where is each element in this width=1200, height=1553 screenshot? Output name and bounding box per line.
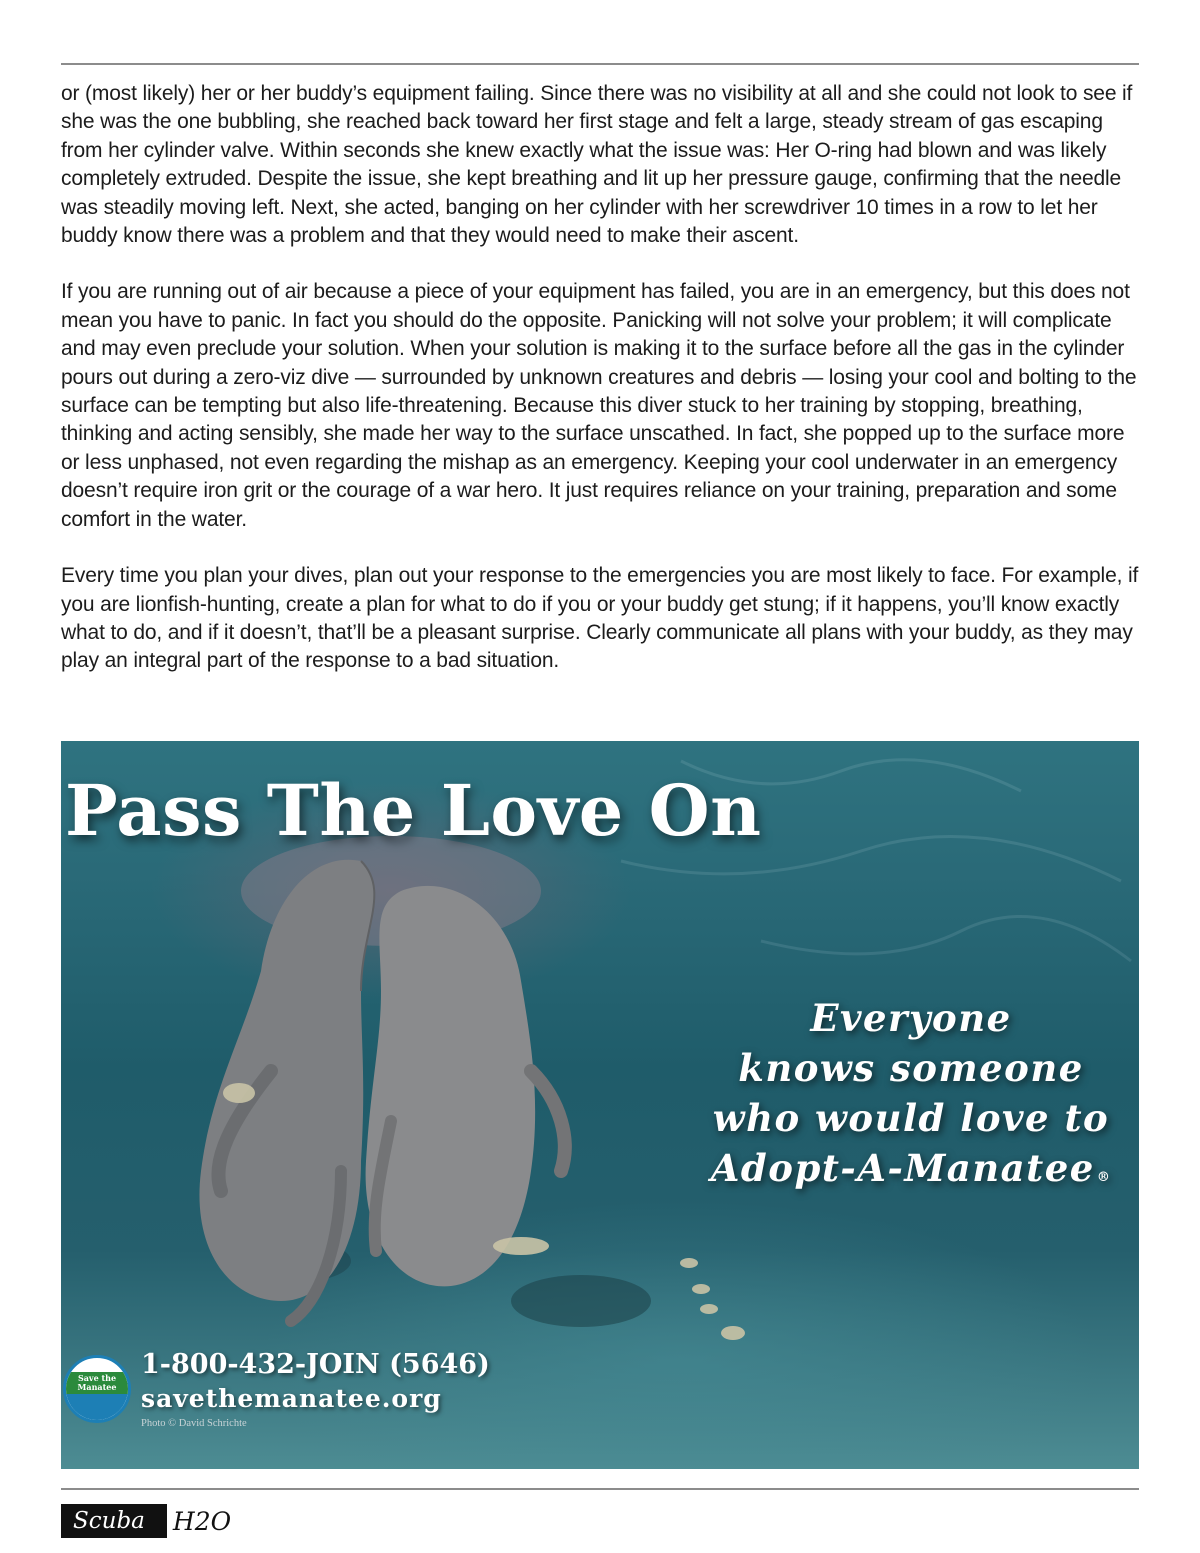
- brand-scuba: Scuba: [61, 1504, 167, 1538]
- tagline-line-4: [681, 1143, 1139, 1203]
- tagline-adopt: Adopt-A-Manatee: [710, 1146, 1095, 1190]
- website-link[interactable]: savethemanatee.org: [141, 1384, 442, 1413]
- logo-text: Save the Manatee: [66, 1372, 128, 1394]
- manatee-right-illustration: [366, 886, 565, 1286]
- article-body: [61, 80, 1141, 704]
- ad-headline: Pass The Love On: [65, 769, 762, 852]
- ad-tagline: [681, 993, 1139, 1203]
- article-paragraph-3: Every time you plan your dives, plan out your response to the emergencies you are most likely to face. For example, if you are lionfish-hunting, create a plan for what to do if you or your buddy get stung; if it happens, you’ll know exactly what to do, and if it doesn’t, that’ll be a pleasant surprise. Clearly communicate all plans with your buddy, as they may play an integral part of the response to a bad situation.: [61, 564, 1139, 673]
- tagline-line-3: who would love to: [712, 1096, 1110, 1140]
- brand-h2o: H2O: [172, 1506, 232, 1536]
- bottom-divider: [61, 1488, 1139, 1490]
- top-divider: [61, 63, 1139, 65]
- footer-brand-logo: [61, 1504, 231, 1538]
- registered-mark: ®: [1096, 1170, 1112, 1185]
- logo-wave-icon: [66, 1394, 128, 1420]
- phone-number[interactable]: 1-800-432-JOIN (5646): [141, 1349, 490, 1380]
- photo-credit: Photo © David Schrichte: [141, 1418, 247, 1429]
- save-the-manatee-logo: [63, 1355, 131, 1423]
- article-paragraph-1: or (most likely) her or her buddy’s equipment failing. Since there was no visibility at all and she could not look to see if she was the one bubbling, she reached back toward her first stage and felt a large, steady stream of gas escaping from her cylinder valve. Within seconds she knew exactly what the issue was: Her O-ring had blown and was likely completely extruded. Despite the issue, she kept breathing and lit up her pressure gauge, confirming that the needle was steadily moving left. Next, she acted, banging on her cylinder with her screwdriver 10 times in a row to let her buddy know there was a problem and that they would need to make their ascent.: [61, 82, 1133, 248]
- tagline-line-1: Everyone: [810, 996, 1012, 1040]
- manatee-advertisement[interactable]: [61, 741, 1139, 1469]
- tagline-line-2: knows someone: [738, 1046, 1084, 1090]
- article-paragraph-2: If you are running out of air because a piece of your equipment has failed, you are in an emergency, but this does not mean you have to panic. In fact you should do the opposite. Panicking will not solve your problem; it will complicate and may even preclude your solution. When your solution is making it to the surface before all the gas in the cylinder pours out during a zero-viz dive — surrounded by unknown creatures and debris — losing your cool and bolting to the surface can be tempting but also life-threatening. Because this diver stuck to her training by stopping, breathing, thinking and acting sensibly, she made her way to the surface unscathed. In fact, she popped up to the surface more or less unphased, not even regarding the mishap as an emergency. Keeping your cool underwater in an emergency doesn’t require iron grit or the courage of a war hero. It just requires reliance on your training, preparation and some comfort in the water.: [61, 280, 1137, 531]
